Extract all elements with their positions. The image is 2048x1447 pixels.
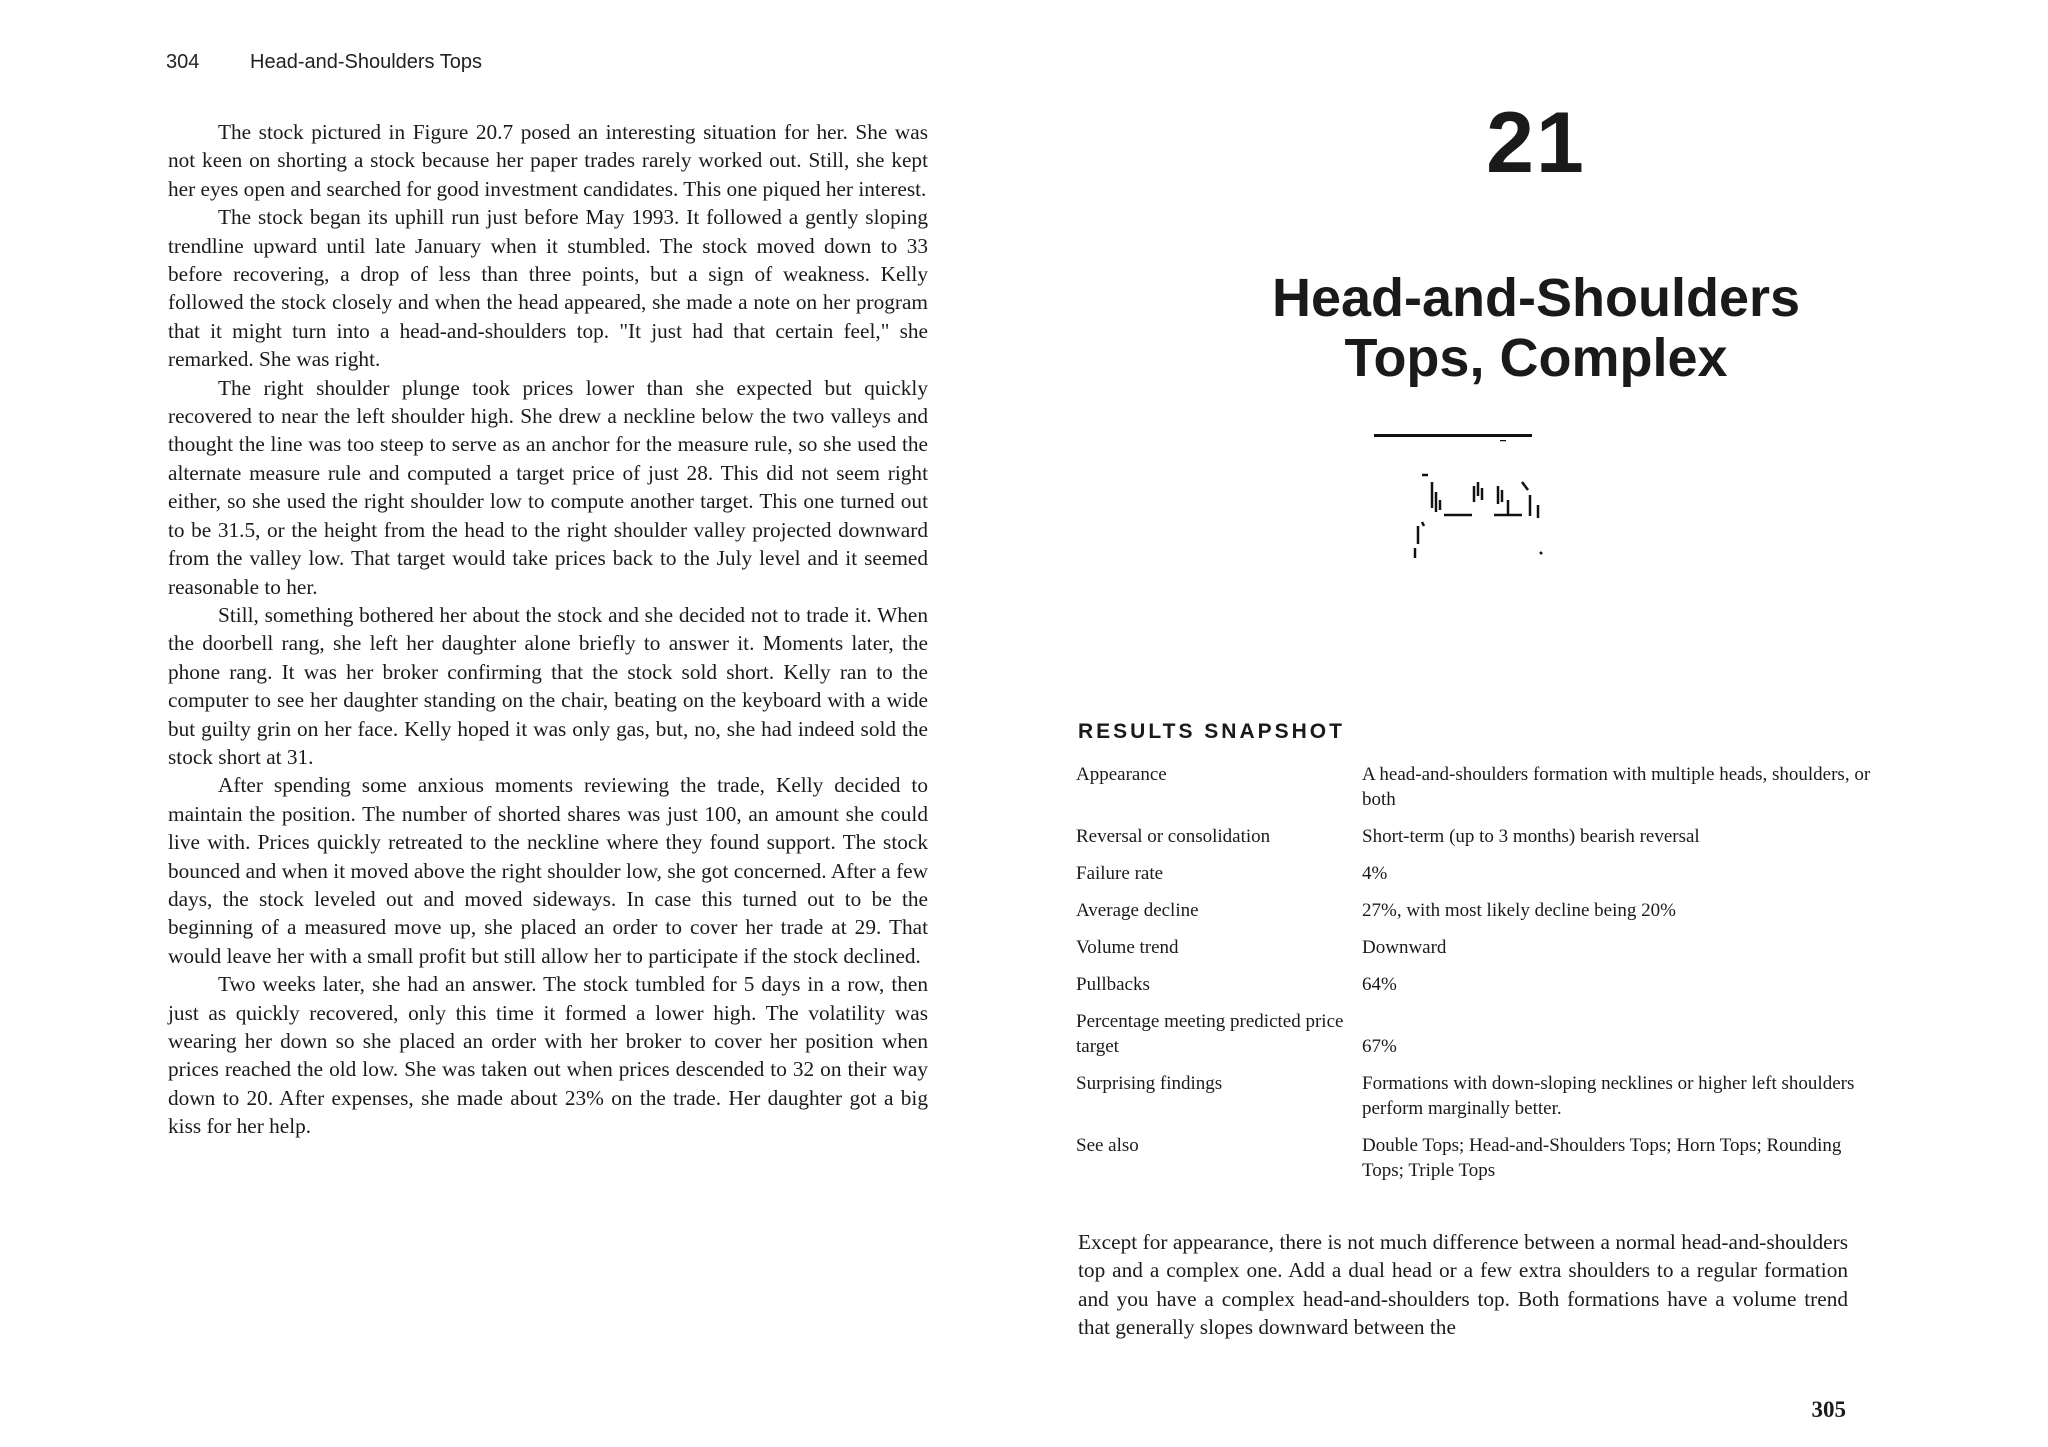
chapter-title-line-2: Tops, Complex	[1344, 328, 1728, 388]
row-label: See also	[1076, 1135, 1139, 1156]
row-label: Appearance	[1076, 764, 1167, 785]
row-value: 27%, with most likely decline being 20%	[1362, 900, 1676, 921]
chapter-title-line-1: Head-and-Shoulders	[1271, 268, 1801, 328]
table-row	[1076, 894, 1876, 931]
table-row	[1076, 857, 1876, 894]
running-head-title: Head-and-Shoulders Tops	[250, 51, 483, 73]
right-body-text	[1078, 1228, 1848, 1342]
title-rule	[1374, 434, 1532, 437]
table-row	[1076, 1067, 1876, 1129]
page-number-right: 305	[1811, 1397, 1846, 1422]
row-value: Double Tops; Head-and-Shoulders Tops; Horn Tops; Rounding Tops; Triple Tops	[1362, 1135, 1842, 1181]
paragraph: Still, something bothered her about the stock and she decided not to trade it. When the doorbell rang, she left her daughter alone briefly to answer it. Moments later, the phone rang. It was her broker confirming that the stock sold short. Kelly ran to the computer to see her daughter standing on the chair, beating on the keyboard with a wide but guilty grin on her face. Kelly hoped it was only gas, but, no, she had indeed sold the stock short at 31.	[168, 602, 928, 769]
table-row	[1076, 1129, 1876, 1191]
right-page	[1024, 0, 2048, 1447]
chapter-title	[1024, 268, 2048, 388]
results-snapshot-table	[1076, 758, 1876, 1191]
row-label: Surprising findings	[1076, 1073, 1223, 1094]
running-head	[166, 51, 482, 74]
row-value: 64%	[1362, 974, 1397, 995]
snapshot-heading: RESULTS SNAPSHOT	[1078, 720, 1345, 743]
row-label: Pullbacks	[1076, 974, 1150, 995]
paragraph: After spending some anxious moments reviewing the trade, Kelly decided to maintain the position. The number of shorted shares was just 100, an amount she could live with. Prices quickly retreated to the neckline where they found support. The stock bounced and when it moved above the right shoulder low, she got concerned. After a few days, the stock leveled out and moved sideways. In case this turned out to be the beginning of a measured move up, she placed an order to cover her trade at 29. That would leave her with a small profit but still allow her to participate if the stock declined.	[168, 773, 928, 968]
row-value: Downward	[1362, 937, 1447, 958]
paragraph: The right shoulder plunge took prices lower than she expected but quickly recovered to near the left shoulder high. She drew a neckline below the two valleys and thought the line was too steep to serve as an anchor for the measure rule, so she used the alternate measure rule and computed a target price of just 28. This did not seem right either, so she used the right shoulder low to compute another target. This one turned out to be 31.5, or the height from the head to the right shoulder valley projected downward from the valley low. That target would take prices back to the July level and it seemed reasonable to her.	[168, 375, 928, 599]
paragraph: Two weeks later, she had an answer. The stock tumbled for 5 days in a row, then just as quickly recovered, only this time it formed a lower high. The volatility was wearing her down so she placed an order with her broker to cover her position when prices reached the old low. She was taken out when prices descended to 32 on their way down to 20. After expenses, she made about 23% on the trade. Her daughter got a big kiss for her help.	[168, 972, 928, 1139]
row-value: A head-and-shoulders formation with multiple heads, shoulders, or both	[1362, 764, 1871, 810]
row-value: 67%	[1362, 1036, 1397, 1057]
row-value: Short-term (up to 3 months) bearish reversal	[1362, 826, 1700, 847]
row-label: Volume trend	[1076, 937, 1179, 958]
row-label: Failure rate	[1076, 863, 1164, 884]
table-row	[1076, 820, 1876, 857]
table-row	[1076, 931, 1876, 968]
paragraph: Except for appearance, there is not much difference between a normal head-and-shoulders top and a complex one. Add a dual head or a few extra shoulders to a regular formation and you have a complex head-and-shoulders top. Both formations have a volume trend that generally slopes downward between the	[1078, 1230, 1848, 1340]
chapter-number: 21	[1486, 95, 1586, 191]
table-row	[1076, 968, 1876, 1005]
paragraph: The stock pictured in Figure 20.7 posed an interesting situation for her. She was not keen on shorting a stock because her paper trades rarely worked out. Still, she kept her eyes open and searched for good investment candidates. This one piqued her interest.	[168, 120, 928, 201]
table-row	[1076, 758, 1876, 820]
left-body-text	[168, 118, 928, 1141]
chart-pattern-icon	[1360, 440, 1560, 570]
row-label: Average decline	[1076, 900, 1199, 921]
row-value: 4%	[1362, 863, 1388, 884]
table-row	[1076, 1005, 1876, 1067]
paragraph: The stock began its uphill run just before May 1993. It followed a gently sloping trendline upward until late January when it stumbled. The stock moved down to 33 before recovering, a drop of less than three points, but a sign of weakness. Kelly followed the stock closely and when the head appeared, she made a note on her program that it might turn into a head-and-shoulders top. "It just had that certain feel," she remarked. She was right.	[168, 205, 928, 372]
row-label: Reversal or consolidation	[1076, 826, 1271, 847]
row-value: Formations with down-sloping necklines or higher left shoulders perform marginally better.	[1362, 1073, 1855, 1119]
page-number-left: 304	[166, 51, 200, 73]
row-label: Percentage meeting predicted price target	[1076, 1011, 1344, 1057]
